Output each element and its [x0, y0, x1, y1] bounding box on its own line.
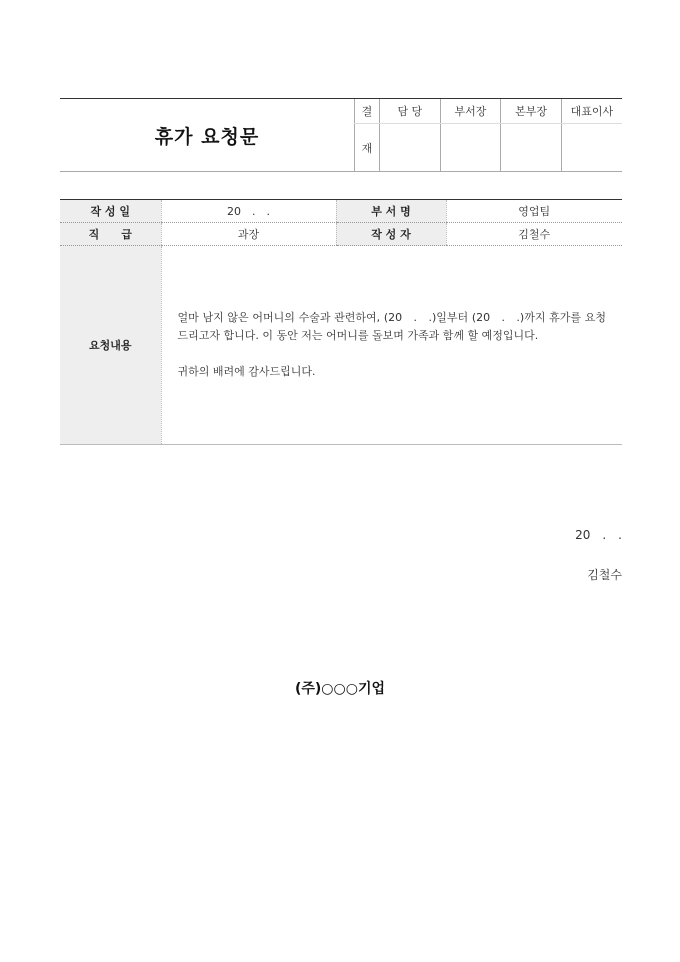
document-title: 휴가 요청문 [154, 125, 260, 148]
rank-field[interactable]: 과장 [161, 223, 336, 246]
author-field[interactable]: 김철수 [446, 223, 622, 246]
content-field[interactable] [161, 246, 622, 445]
approval-label-jae: 재 [355, 124, 380, 173]
document-header [60, 98, 622, 172]
rank-label: 직 급 [60, 223, 161, 246]
author-label: 작 성 자 [336, 223, 446, 246]
approval-role-dept-head: 부서장 [440, 99, 501, 124]
approval-table [354, 99, 622, 172]
department-field[interactable]: 영업팀 [446, 200, 622, 223]
info-table [60, 199, 622, 445]
approval-role-division-head: 본부장 [501, 99, 562, 124]
date-label: 작 성 일 [60, 200, 161, 223]
content-paragraph-1: 얼마 남지 않은 어머니의 수술과 관련하여, (20 . .)일부터 (20 . .)까지 휴가를 요청 드리고자 합니다. 이 동안 저는 어머니를 돌보며 가족과 함께 할 예정입니다. [177, 311, 606, 342]
content-text [162, 309, 623, 381]
approval-sign-dept-head[interactable] [440, 124, 501, 173]
content-paragraph-2: 귀하의 배려에 감사드립니다. [177, 365, 316, 378]
company-name: (주)○○○기업 [294, 681, 386, 697]
department-label: 부 서 명 [336, 200, 446, 223]
footer-date: 20 . . [575, 528, 622, 542]
approval-label-kyeol: 결 [355, 99, 380, 124]
approval-role-staff: 담 당 [380, 99, 441, 124]
date-field[interactable]: 20 . . [161, 200, 336, 223]
content-label: 요청내용 [60, 246, 161, 445]
approval-role-ceo: 대표이사 [561, 99, 622, 124]
approval-sign-division-head[interactable] [501, 124, 562, 173]
approval-sign-ceo[interactable] [561, 124, 622, 173]
approval-sign-staff[interactable] [380, 124, 441, 173]
footer-signer: 김철수 [587, 568, 622, 582]
